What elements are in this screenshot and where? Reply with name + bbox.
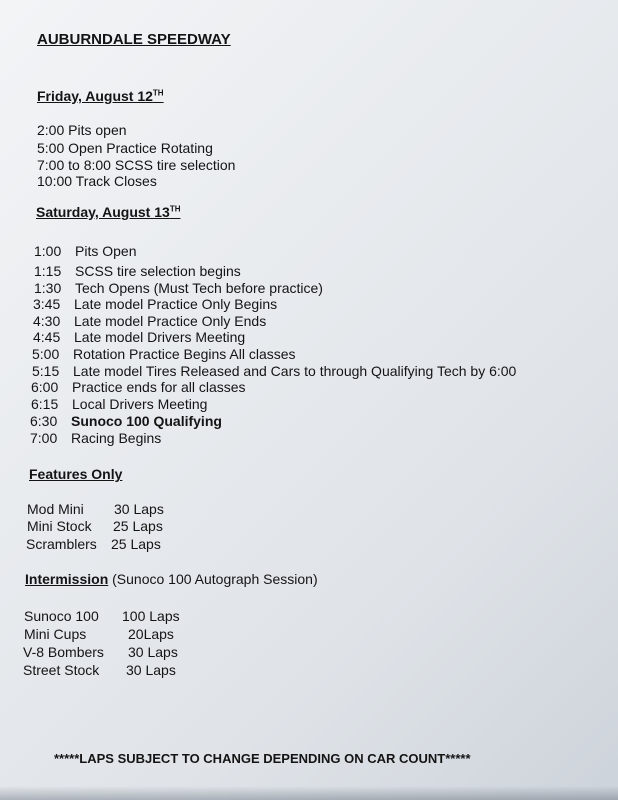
intermission-race	[24, 608, 180, 624]
saturday-item	[31, 379, 246, 395]
saturday-item	[32, 363, 516, 379]
saturday-item	[34, 280, 323, 296]
race-laps: 25 Laps	[111, 536, 161, 552]
intermission-race	[24, 626, 174, 642]
saturday-item	[30, 430, 161, 446]
features-heading: Features Only	[29, 466, 123, 482]
friday-heading-text: Friday, August 12	[37, 88, 153, 104]
race-laps: 25 Laps	[113, 518, 163, 534]
saturday-item	[34, 243, 136, 259]
race-name: Mini Stock	[27, 518, 92, 534]
saturday-item	[34, 263, 241, 279]
saturday-item-time: 5:15	[32, 363, 60, 379]
features-race	[27, 501, 164, 517]
saturday-item-event: Late model Drivers Meeting	[74, 329, 246, 345]
saturday-heading-sup: TH	[169, 204, 181, 214]
race-laps: 20Laps	[128, 626, 174, 642]
footer-note: *****LAPS SUBJECT TO CHANGE DEPENDING ON CAR COUNT*****	[54, 751, 471, 766]
page-shadow	[0, 786, 618, 800]
race-laps: 30 Laps	[114, 501, 164, 517]
race-name: V-8 Bombers	[23, 644, 104, 660]
page-title: AUBURNDALE SPEEDWAY	[37, 31, 231, 48]
saturday-item-event: Practice ends for all classes	[72, 379, 246, 395]
intermission-race	[23, 662, 176, 678]
features-race	[27, 518, 163, 534]
intermission-heading-text: Intermission	[25, 571, 109, 587]
saturday-item-event: Local Drivers Meeting	[72, 396, 208, 412]
saturday-item-event: Rotation Practice Begins All classes	[73, 346, 296, 362]
friday-item: 2:00 Pits open	[37, 122, 127, 138]
friday-item: 7:00 to 8:00 SCSS tire selection	[37, 157, 236, 173]
saturday-item	[30, 413, 222, 429]
race-name: Mod Mini	[27, 501, 84, 517]
features-race	[26, 536, 161, 552]
intermission-heading	[25, 571, 318, 587]
intermission-note: (Sunoco 100 Autograph Session)	[112, 571, 318, 587]
saturday-item-time: 6:15	[31, 396, 59, 412]
saturday-item-event: Racing Begins	[71, 430, 162, 446]
saturday-item-event: SCSS tire selection begins	[75, 263, 241, 279]
saturday-item-time: 4:45	[33, 329, 61, 345]
friday-item: 10:00 Track Closes	[37, 173, 157, 189]
saturday-item-time: 1:00	[34, 243, 62, 259]
saturday-item-event: Late model Practice Only Begins	[74, 296, 278, 312]
saturday-item-time: 4:30	[33, 313, 61, 329]
intermission-race	[23, 644, 178, 660]
saturday-item	[31, 396, 207, 412]
saturday-item	[33, 329, 245, 345]
race-name: Mini Cups	[24, 626, 87, 642]
saturday-item-event: Pits Open	[75, 243, 137, 259]
friday-item: 5:00 Open Practice Rotating	[37, 140, 213, 156]
race-name: Scramblers	[26, 536, 97, 552]
saturday-item-time: 7:00	[30, 430, 58, 446]
saturday-item-time: 6:30	[30, 413, 58, 429]
saturday-item-time: 1:30	[34, 280, 62, 296]
race-name: Street Stock	[23, 662, 100, 678]
race-name: Sunoco 100	[24, 608, 99, 624]
saturday-heading-text: Saturday, August 13	[36, 204, 170, 220]
race-laps: 100 Laps	[122, 608, 180, 624]
saturday-item-event: Late model Practice Only Ends	[74, 313, 267, 329]
saturday-item	[33, 296, 277, 312]
saturday-heading	[36, 204, 180, 220]
saturday-item-event: Sunoco 100 Qualifying	[71, 413, 222, 429]
saturday-item	[33, 313, 266, 329]
saturday-item-time: 6:00	[31, 379, 59, 395]
friday-heading-sup: TH	[152, 88, 164, 98]
saturday-item-time: 5:00	[32, 346, 60, 362]
saturday-item-event: Tech Opens (Must Tech before practice)	[75, 280, 323, 296]
race-laps: 30 Laps	[128, 644, 178, 660]
saturday-item-time: 1:15	[34, 263, 62, 279]
friday-heading	[37, 88, 164, 104]
saturday-item	[32, 346, 296, 362]
race-laps: 30 Laps	[126, 662, 176, 678]
saturday-item-event: Late model Tires Released and Cars to through Qualifying Tech by 6:00	[73, 363, 517, 379]
saturday-item-time: 3:45	[33, 296, 61, 312]
